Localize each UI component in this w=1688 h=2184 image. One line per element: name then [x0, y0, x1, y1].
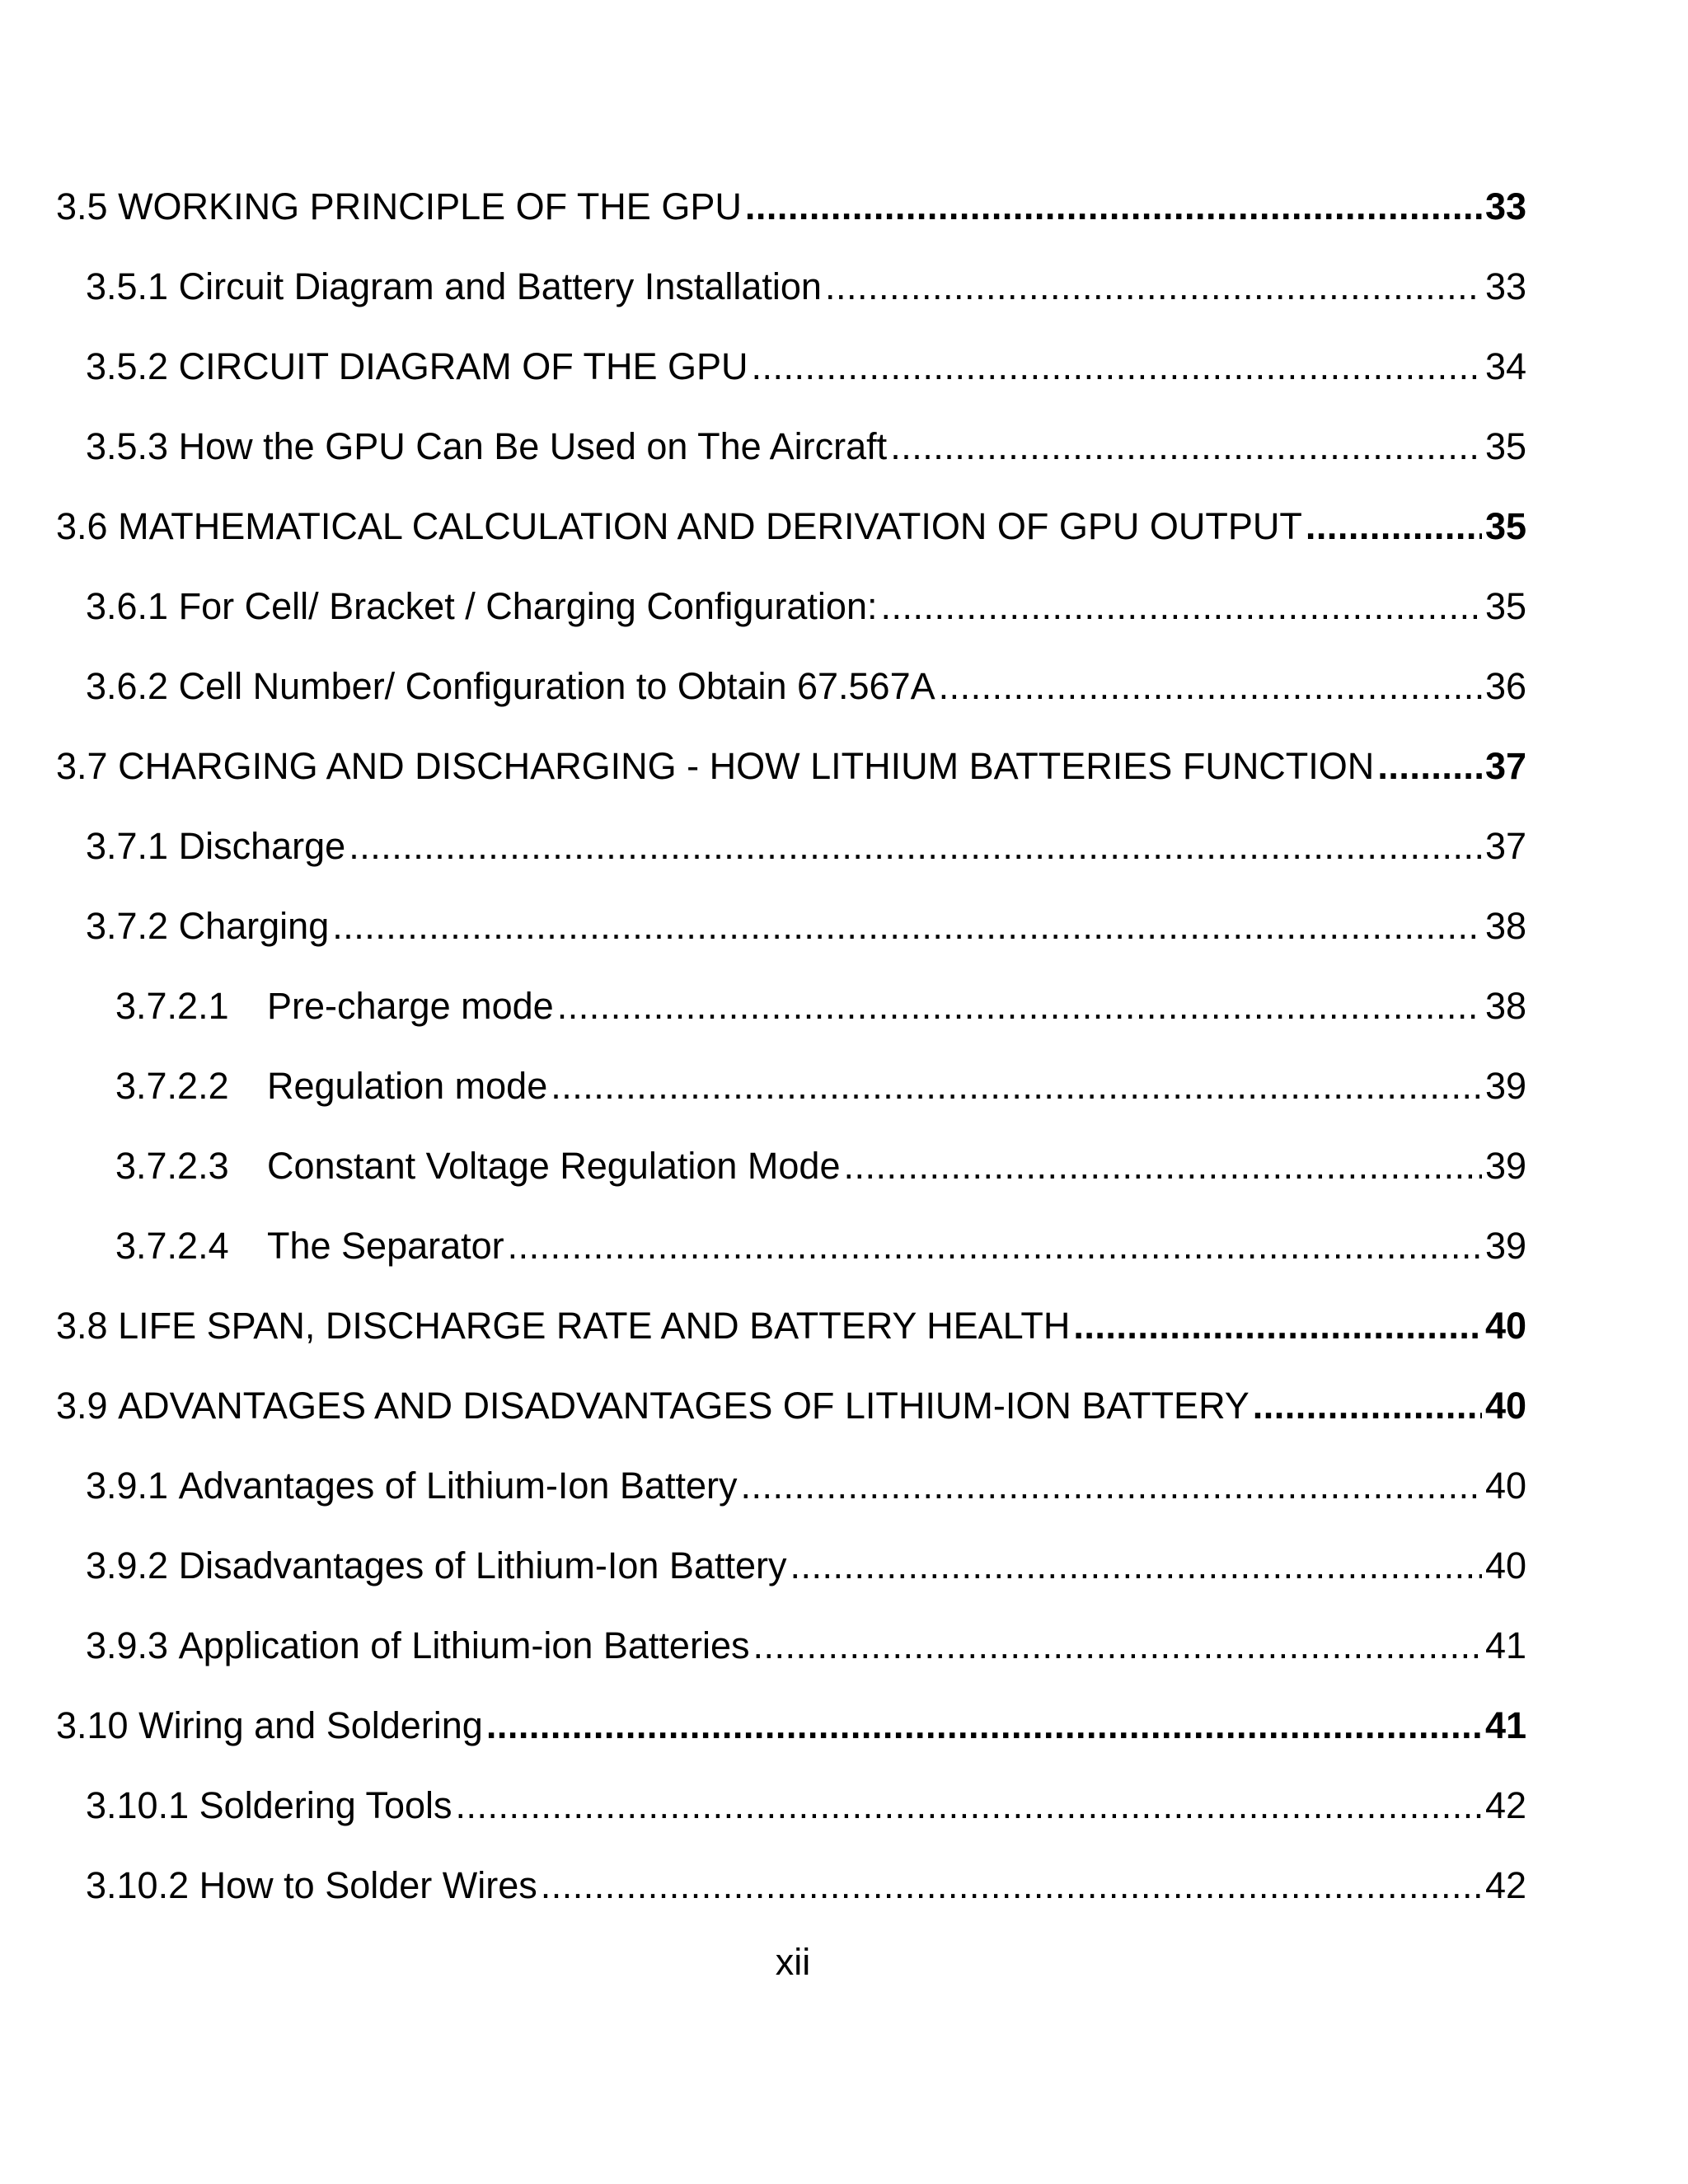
dot-leader — [456, 1785, 1482, 1826]
dot-leader — [790, 1545, 1482, 1586]
toc-entry-title: Circuit Diagram and Battery Installation — [178, 265, 822, 307]
toc-entry-title: Wiring and Soldering — [138, 1704, 483, 1746]
toc-entry-title: MATHEMATICAL CALCULATION AND DERIVATION OF GPU OUTPUT — [118, 505, 1302, 547]
toc-entry-number: 3.10.1 — [86, 1784, 190, 1826]
toc-entry-page: 41 — [1484, 1624, 1526, 1666]
toc-entry-3-6-1[interactable] — [86, 578, 1526, 627]
toc-entry-3-10-1[interactable] — [86, 1777, 1526, 1826]
dot-leader — [745, 186, 1482, 227]
toc-entry-title: ADVANTAGES AND DISADVANTAGES OF LITHIUM-ION BATTERY — [118, 1385, 1250, 1427]
dot-leader — [332, 906, 1482, 947]
toc-entry-page: 35 — [1484, 425, 1526, 467]
toc-entry-page: 40 — [1484, 1385, 1526, 1427]
toc-entry-page: 38 — [1484, 985, 1526, 1027]
dot-leader — [752, 346, 1482, 387]
toc-entry-page: 37 — [1484, 825, 1526, 867]
toc-entry-title: Cell Number/ Configuration to Obtain 67.567A — [178, 665, 935, 707]
toc-entry-number: 3.9.2 — [86, 1544, 169, 1586]
toc-entry-title: WORKING PRINCIPLE OF THE GPU — [118, 185, 742, 227]
toc-entry-number: 3.7.2.1 — [115, 985, 229, 1027]
toc-entry-title: The Separator — [267, 1225, 504, 1267]
toc-entry-3-8[interactable] — [56, 1297, 1526, 1347]
dot-leader — [1377, 746, 1482, 787]
toc-entry-page: 35 — [1484, 505, 1526, 547]
toc-entry-page: 36 — [1484, 665, 1526, 707]
toc-entry-3-6[interactable] — [56, 498, 1526, 547]
toc-entry-title: How to Solder Wires — [199, 1864, 537, 1906]
toc-entry-page: 38 — [1484, 905, 1526, 947]
toc-entry-title: Discharge — [178, 825, 346, 867]
dot-leader — [551, 1066, 1482, 1107]
toc-entry-number: 3.7 — [56, 745, 108, 787]
dot-leader — [939, 666, 1482, 707]
dot-leader — [557, 986, 1482, 1027]
toc-entry-title: CHARGING AND DISCHARGING - HOW LITHIUM BATTERIES FUNCTION — [118, 745, 1375, 787]
toc-entry-page: 34 — [1484, 345, 1526, 387]
toc-entry-title: Regulation mode — [267, 1065, 548, 1107]
toc-entry-page: 39 — [1484, 1145, 1526, 1187]
dot-leader — [843, 1146, 1481, 1187]
toc-entry-title: Disadvantages of Lithium-Ion Battery — [178, 1544, 787, 1586]
toc-entry-number: 3.7.1 — [86, 825, 169, 867]
toc-entry-3-5-2[interactable] — [86, 338, 1526, 387]
dot-leader — [1253, 1385, 1482, 1427]
toc-entry-3-5-3[interactable] — [86, 418, 1526, 467]
dot-leader — [349, 826, 1482, 867]
toc-entry-3-7-2-2[interactable] — [115, 1057, 1526, 1107]
toc-entry-title: Soldering Tools — [199, 1784, 452, 1826]
toc-entry-number: 3.7.2.2 — [115, 1065, 229, 1107]
dot-leader — [1073, 1305, 1482, 1347]
toc-entry-page: 40 — [1484, 1305, 1526, 1347]
toc-entry-title: How the GPU Can Be Used on The Aircraft — [178, 425, 888, 467]
dot-leader — [486, 1705, 1482, 1746]
toc-entry-number: 3.7.2.4 — [115, 1225, 229, 1267]
toc-entry-3-5[interactable] — [56, 178, 1526, 227]
toc-entry-number: 3.9.1 — [86, 1465, 169, 1507]
toc-entry-number: 3.9 — [56, 1385, 108, 1427]
toc-entry-3-9-2[interactable] — [86, 1537, 1526, 1586]
toc-entry-page: 33 — [1484, 265, 1526, 307]
toc-entry-number: 3.9.3 — [86, 1624, 169, 1666]
toc-entry-number: 3.5.1 — [86, 265, 169, 307]
toc-entry-title: LIFE SPAN, DISCHARGE RATE AND BATTERY HEALTH — [118, 1305, 1071, 1347]
toc-entry-number: 3.8 — [56, 1305, 108, 1347]
toc-entry-page: 33 — [1484, 185, 1526, 227]
toc-entry-number: 3.6.1 — [86, 585, 169, 627]
toc-entry-number: 3.5.2 — [86, 345, 169, 387]
toc-entry-number: 3.6 — [56, 505, 108, 547]
toc-entry-3-10[interactable] — [56, 1697, 1526, 1746]
dot-leader — [825, 266, 1482, 307]
toc-entry-3-7-2-3[interactable] — [115, 1137, 1526, 1187]
toc-entry-page: 37 — [1484, 745, 1526, 787]
dot-leader — [541, 1865, 1482, 1906]
toc-entry-3-6-2[interactable] — [86, 658, 1526, 707]
toc-entry-number: 3.10.2 — [86, 1864, 190, 1906]
dot-leader — [741, 1465, 1482, 1507]
toc-entry-title: Constant Voltage Regulation Mode — [267, 1145, 841, 1187]
toc-entry-3-7-1[interactable] — [86, 818, 1526, 867]
toc-entry-number: 3.5.3 — [86, 425, 169, 467]
toc-entry-page: 41 — [1484, 1704, 1526, 1746]
toc-entry-page: 40 — [1484, 1544, 1526, 1586]
toc-entry-3-9-3[interactable] — [86, 1617, 1526, 1666]
toc-entry-3-7[interactable] — [56, 738, 1526, 787]
toc-entry-title: For Cell/ Bracket / Charging Configuration: — [178, 585, 878, 627]
toc-entry-number: 3.6.2 — [86, 665, 169, 707]
dot-leader — [753, 1625, 1481, 1666]
toc-entry-3-7-2-4[interactable] — [115, 1217, 1526, 1267]
toc-entry-3-7-2-1[interactable] — [115, 977, 1526, 1027]
toc-entry-3-9[interactable] — [56, 1377, 1526, 1427]
dot-leader — [881, 586, 1482, 627]
toc-entry-title: Advantages of Lithium-Ion Battery — [178, 1465, 738, 1507]
dot-leader — [890, 426, 1482, 467]
dot-leader — [508, 1226, 1482, 1267]
toc-entry-number: 3.7.2.3 — [115, 1145, 229, 1187]
toc-entry-page: 42 — [1484, 1864, 1526, 1906]
toc-entry-3-5-1[interactable] — [86, 258, 1526, 307]
toc-entry-page: 42 — [1484, 1784, 1526, 1826]
toc-entry-title: CIRCUIT DIAGRAM OF THE GPU — [178, 345, 748, 387]
toc-entry-title: Application of Lithium-ion Batteries — [178, 1624, 750, 1666]
toc-entry-3-9-1[interactable] — [86, 1457, 1526, 1507]
toc-entry-3-10-2[interactable] — [86, 1857, 1526, 1906]
toc-entry-number: 3.7.2 — [86, 905, 169, 947]
toc-entry-number: 3.10 — [56, 1704, 129, 1746]
toc-entry-number: 3.5 — [56, 185, 108, 227]
toc-entry-title: Pre-charge mode — [267, 985, 554, 1027]
toc-entry-page: 39 — [1484, 1225, 1526, 1267]
toc-entry-3-7-2[interactable] — [86, 898, 1526, 947]
toc-entry-page: 39 — [1484, 1065, 1526, 1107]
dot-leader — [1306, 506, 1482, 547]
toc-entry-page: 40 — [1484, 1465, 1526, 1507]
toc-entry-title: Charging — [178, 905, 330, 947]
page-number: xii — [775, 1941, 811, 1983]
toc-entry-page: 35 — [1484, 585, 1526, 627]
